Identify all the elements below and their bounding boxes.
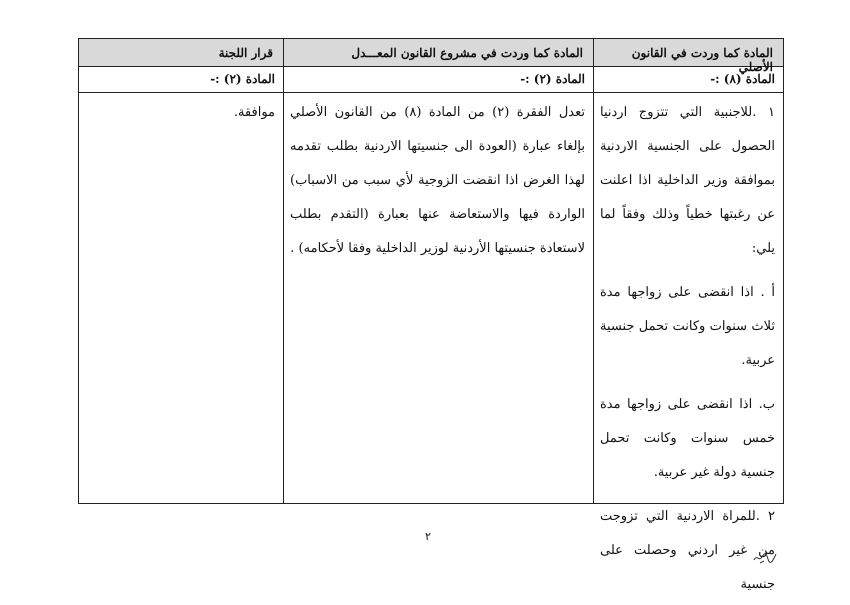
header-committee-decision: قرار اللجنة [218, 46, 273, 60]
original-paragraph-a: أ . اذا انقضى على زواجها مدة ثلاث سنوات وكانت تحمل جنسية عربية. [600, 285, 775, 368]
article-body-row [79, 92, 783, 592]
original-paragraph-1: ١ .للاجنبية التي تتزوج اردنيا الحصول على الجنسية الاردنية بموافقة وزير الداخلية اذا اعلنت عن رغبتها خطياً وذلك وفقاً لما يلي: [600, 105, 775, 256]
committee-decision-text [79, 92, 283, 503]
header-draft-law: المادة كما وردت في مشروع القانون المعـــدل [283, 39, 593, 66]
original-law-text [593, 92, 783, 592]
draft-paragraph: تعدل الفقرة (٢) من المادة (٨) من القانون الأصلي بإلغاء عبارة (العودة الى جنسيتها الاردنية بطلب تقدمه لهذا الغرض اذا انقضت الزوجية لأي سبب من الاسباب) الواردة فيها والاستعاضة عنها بعبارة (التقدم بطلب لاستعادة جنسيتها الأردنية لوزير الداخلية وفقا لأحكامه) . [290, 105, 585, 256]
original-paragraph-b: ب. اذا انقضى على زواجها مدة خمس سنوات وكانت تحمل جنسية دولة غير عربية. [600, 397, 775, 480]
original-paragraph-2: ٢ .للمراة الاردنية التي تزوجت من غير اردني وحصلت على جنسية [600, 509, 775, 592]
amendments-table [78, 38, 784, 592]
table-header-row [79, 39, 783, 74]
committee-decision: موافقة. [233, 105, 275, 120]
article-label-draft: المادة (٢) :- [283, 66, 593, 92]
draft-law-text [283, 92, 593, 503]
article-label-committee: المادة (٢) :- [210, 72, 275, 86]
handwritten-initials [752, 548, 778, 566]
article-label-original: المادة (٨) :- [593, 66, 783, 92]
page-number: ٢ [425, 530, 431, 543]
header-original-law: المادة كما وردت في القانون الأصلي [593, 39, 783, 66]
article-label-row [79, 66, 783, 93]
